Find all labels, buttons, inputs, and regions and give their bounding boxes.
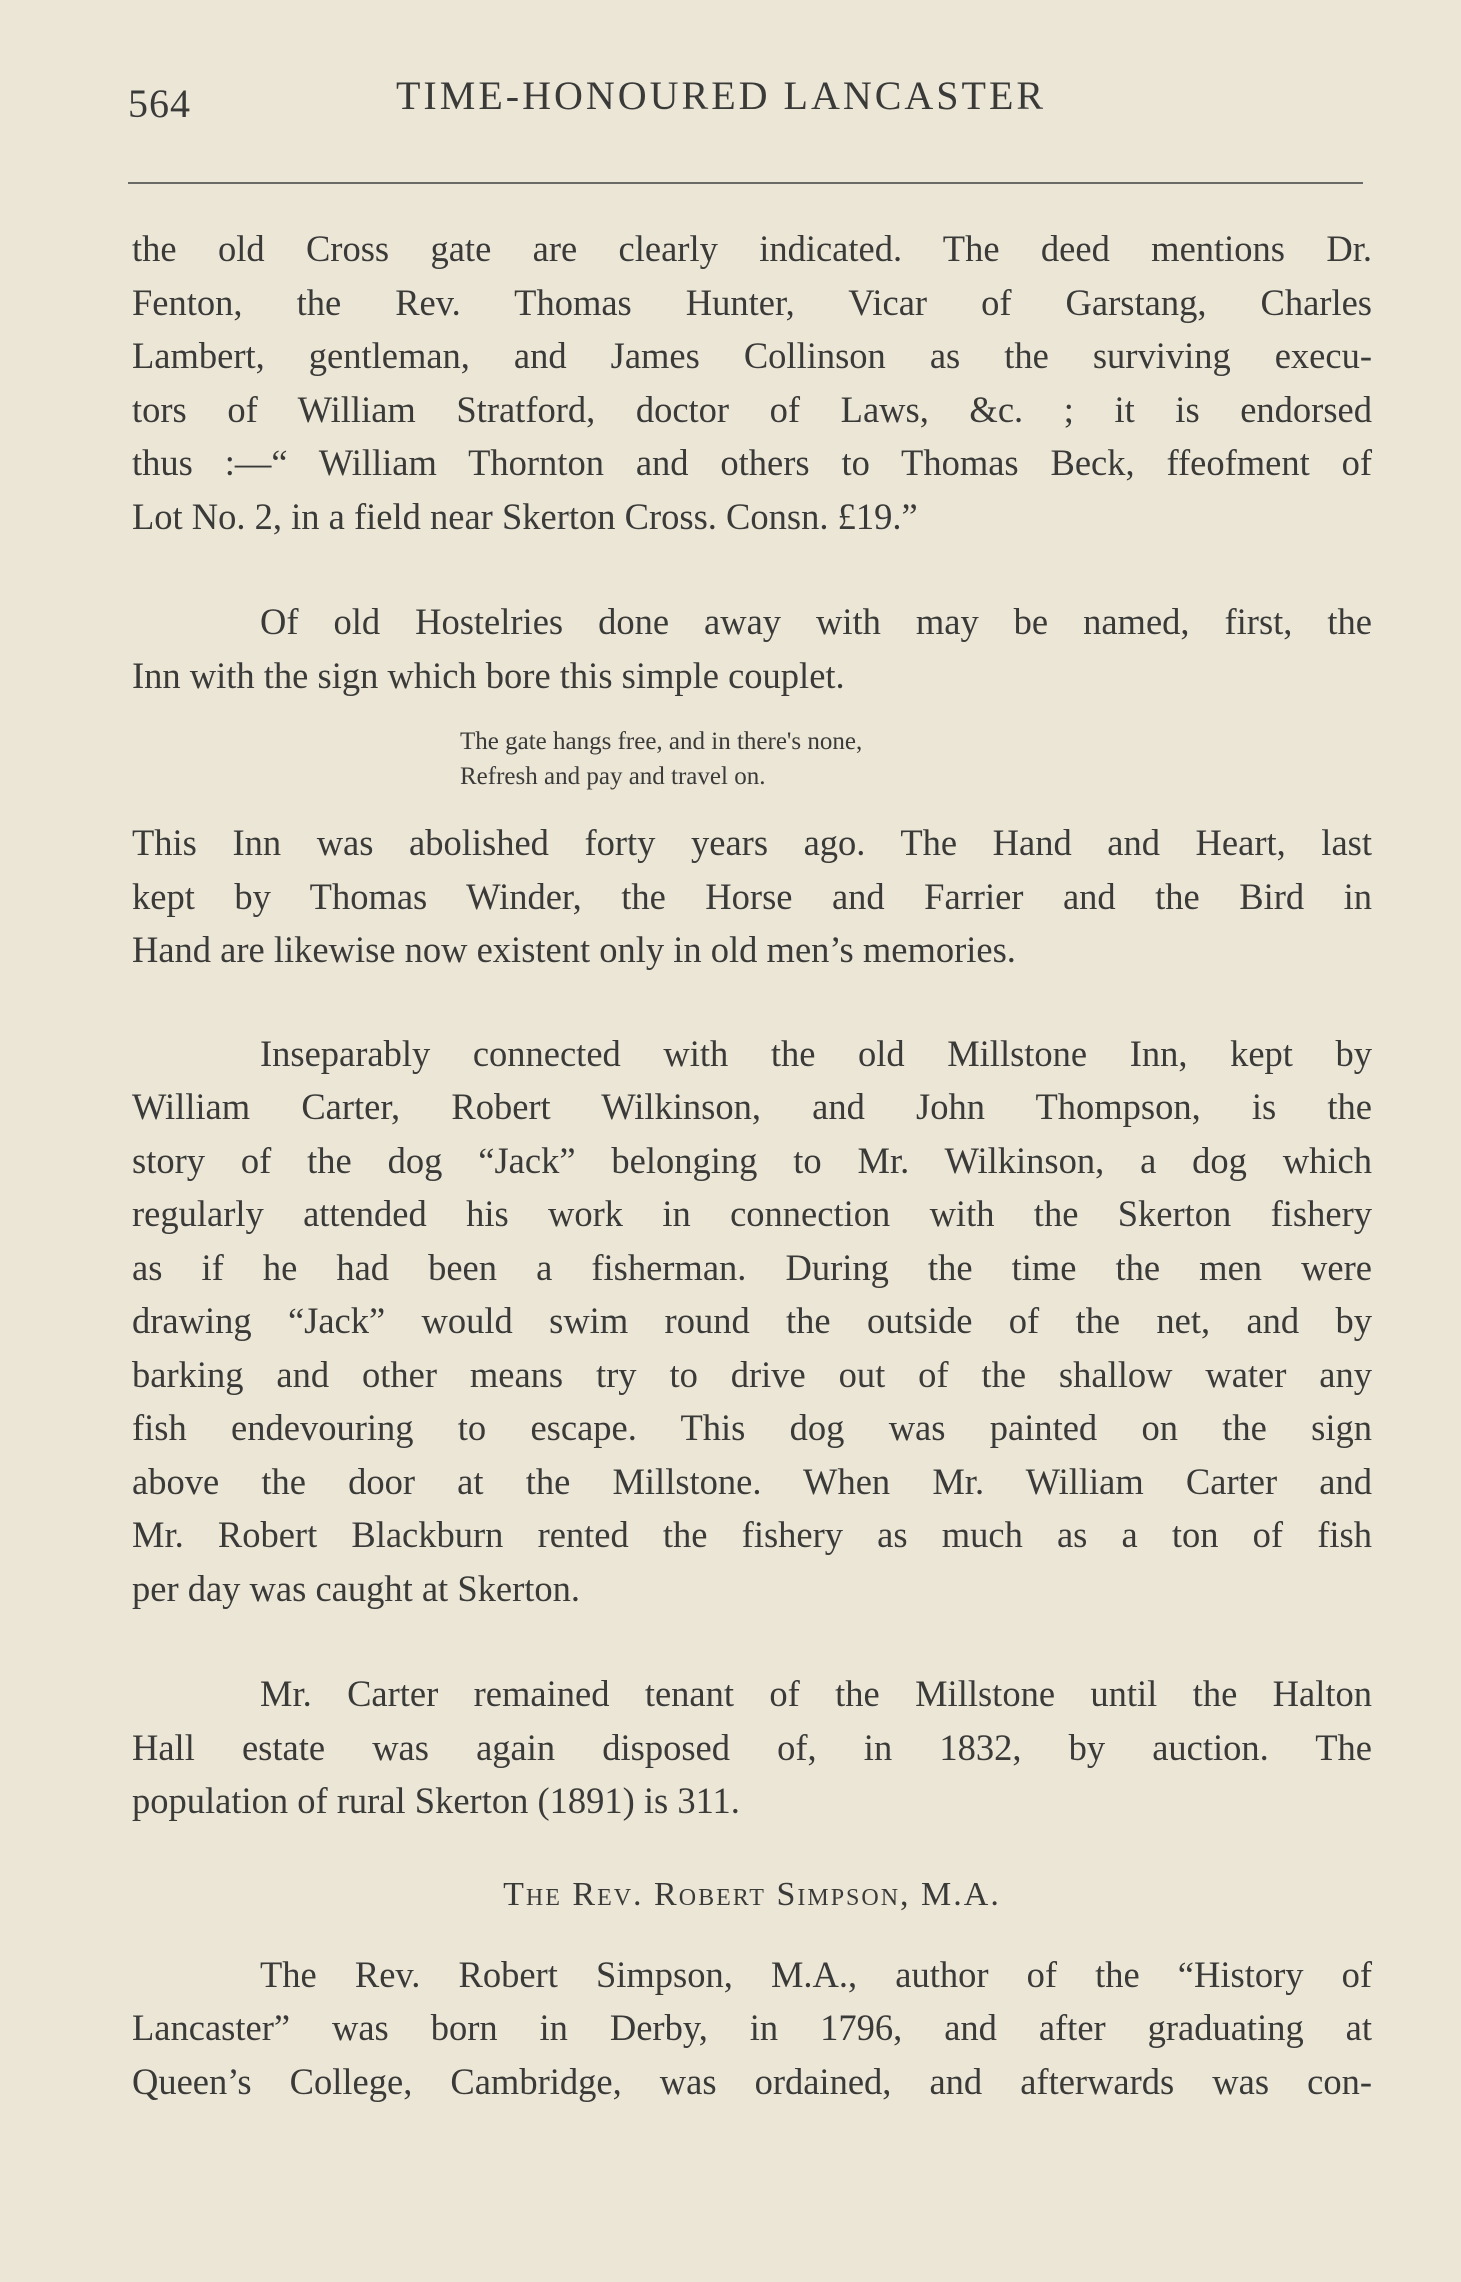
paragraph-hostelries bbox=[132, 595, 1372, 702]
header-rule bbox=[128, 182, 1363, 184]
text-line: Inseparably connected with the old Millstone Inn, kept by bbox=[260, 1032, 1372, 1074]
paragraph-simpson bbox=[132, 1948, 1372, 2109]
running-head bbox=[128, 72, 1368, 142]
text-line: kept by Thomas Winder, the Horse and Farrier and the Bird in bbox=[132, 875, 1372, 917]
couplet bbox=[460, 724, 1372, 794]
couplet-line: Refresh and pay and travel on. bbox=[460, 763, 766, 790]
running-title: TIME-HONOURED LANCASTER bbox=[396, 73, 1047, 118]
text-line: barking and other means try to drive out of the shallow water any bbox=[132, 1353, 1372, 1395]
text-line: story of the dog “Jack” belonging to Mr. Wilkinson, a dog which bbox=[132, 1139, 1372, 1181]
text-line: Of old Hostelries done away with may be named, first, the bbox=[260, 601, 1372, 642]
text-line: Hand are likewise now existent only in old men’s memories. bbox=[132, 929, 1016, 970]
text-line: as if he had been a fisherman. During the time the men were bbox=[132, 1246, 1372, 1288]
paragraph-tenant bbox=[132, 1667, 1372, 1828]
text-line: population of rural Skerton (1891) is 311. bbox=[132, 1780, 740, 1821]
text-line: The Rev. Robert Simpson, M.A., author of the “History of bbox=[260, 1953, 1372, 1995]
text-line: the old Cross gate are clearly indicated. The deed mentions Dr. bbox=[132, 228, 1372, 269]
paragraph-millstone bbox=[132, 1027, 1372, 1616]
paragraph-deed bbox=[132, 222, 1372, 543]
text-line: Lancaster” was born in Derby, in 1796, and after graduating at bbox=[132, 2007, 1372, 2048]
text-line: Lot No. 2, in a field near Skerton Cross. Consn. £19.” bbox=[132, 495, 918, 537]
paragraph-inns bbox=[132, 816, 1372, 977]
text-line: Hall estate was again disposed of, in 1832, by auction. The bbox=[132, 1726, 1372, 1768]
section-heading: The Rev. Robert Simpson, M.A. bbox=[503, 1875, 1001, 1913]
text-line: tors of William Stratford, doctor of Laws, &c. ; it is endorsed bbox=[132, 388, 1372, 430]
text-line: Queen’s College, Cambridge, was ordained, and afterwards was con- bbox=[132, 2060, 1372, 2102]
text-line: fish endevouring to escape. This dog was painted on the sign bbox=[132, 1407, 1372, 1448]
text-line: This Inn was abolished forty years ago. The Hand and Heart, last bbox=[132, 822, 1372, 863]
text-line: Mr. Carter remained tenant of the Millstone until the Halton bbox=[260, 1673, 1372, 1714]
text-line: William Carter, Robert Wilkinson, and John Thompson, is the bbox=[132, 1086, 1372, 1127]
text-line: thus :—“ William Thornton and others to Thomas Beck, ffeofment of bbox=[132, 442, 1372, 483]
text-line: drawing “Jack” would swim round the outside of the net, and by bbox=[132, 1300, 1372, 1341]
text-line: Fenton, the Rev. Thomas Hunter, Vicar of Garstang, Charles bbox=[132, 281, 1372, 323]
text-line: Inn with the sign which bore this simple couplet. bbox=[132, 654, 845, 696]
text-line: Mr. Robert Blackburn rented the fishery as much as a ton of fish bbox=[132, 1514, 1372, 1555]
text-line: per day was caught at Skerton. bbox=[132, 1567, 580, 1609]
couplet-line: The gate hangs free, and in there's none, bbox=[460, 728, 863, 755]
body-text bbox=[132, 222, 1372, 2108]
page-number: 564 bbox=[128, 81, 191, 126]
text-line: above the door at the Millstone. When Mr. William Carter and bbox=[132, 1460, 1372, 1502]
text-line: regularly attended his work in connection with the Skerton fishery bbox=[132, 1193, 1372, 1234]
text-line: Lambert, gentleman, and James Collinson as the surviving execu- bbox=[132, 335, 1372, 376]
